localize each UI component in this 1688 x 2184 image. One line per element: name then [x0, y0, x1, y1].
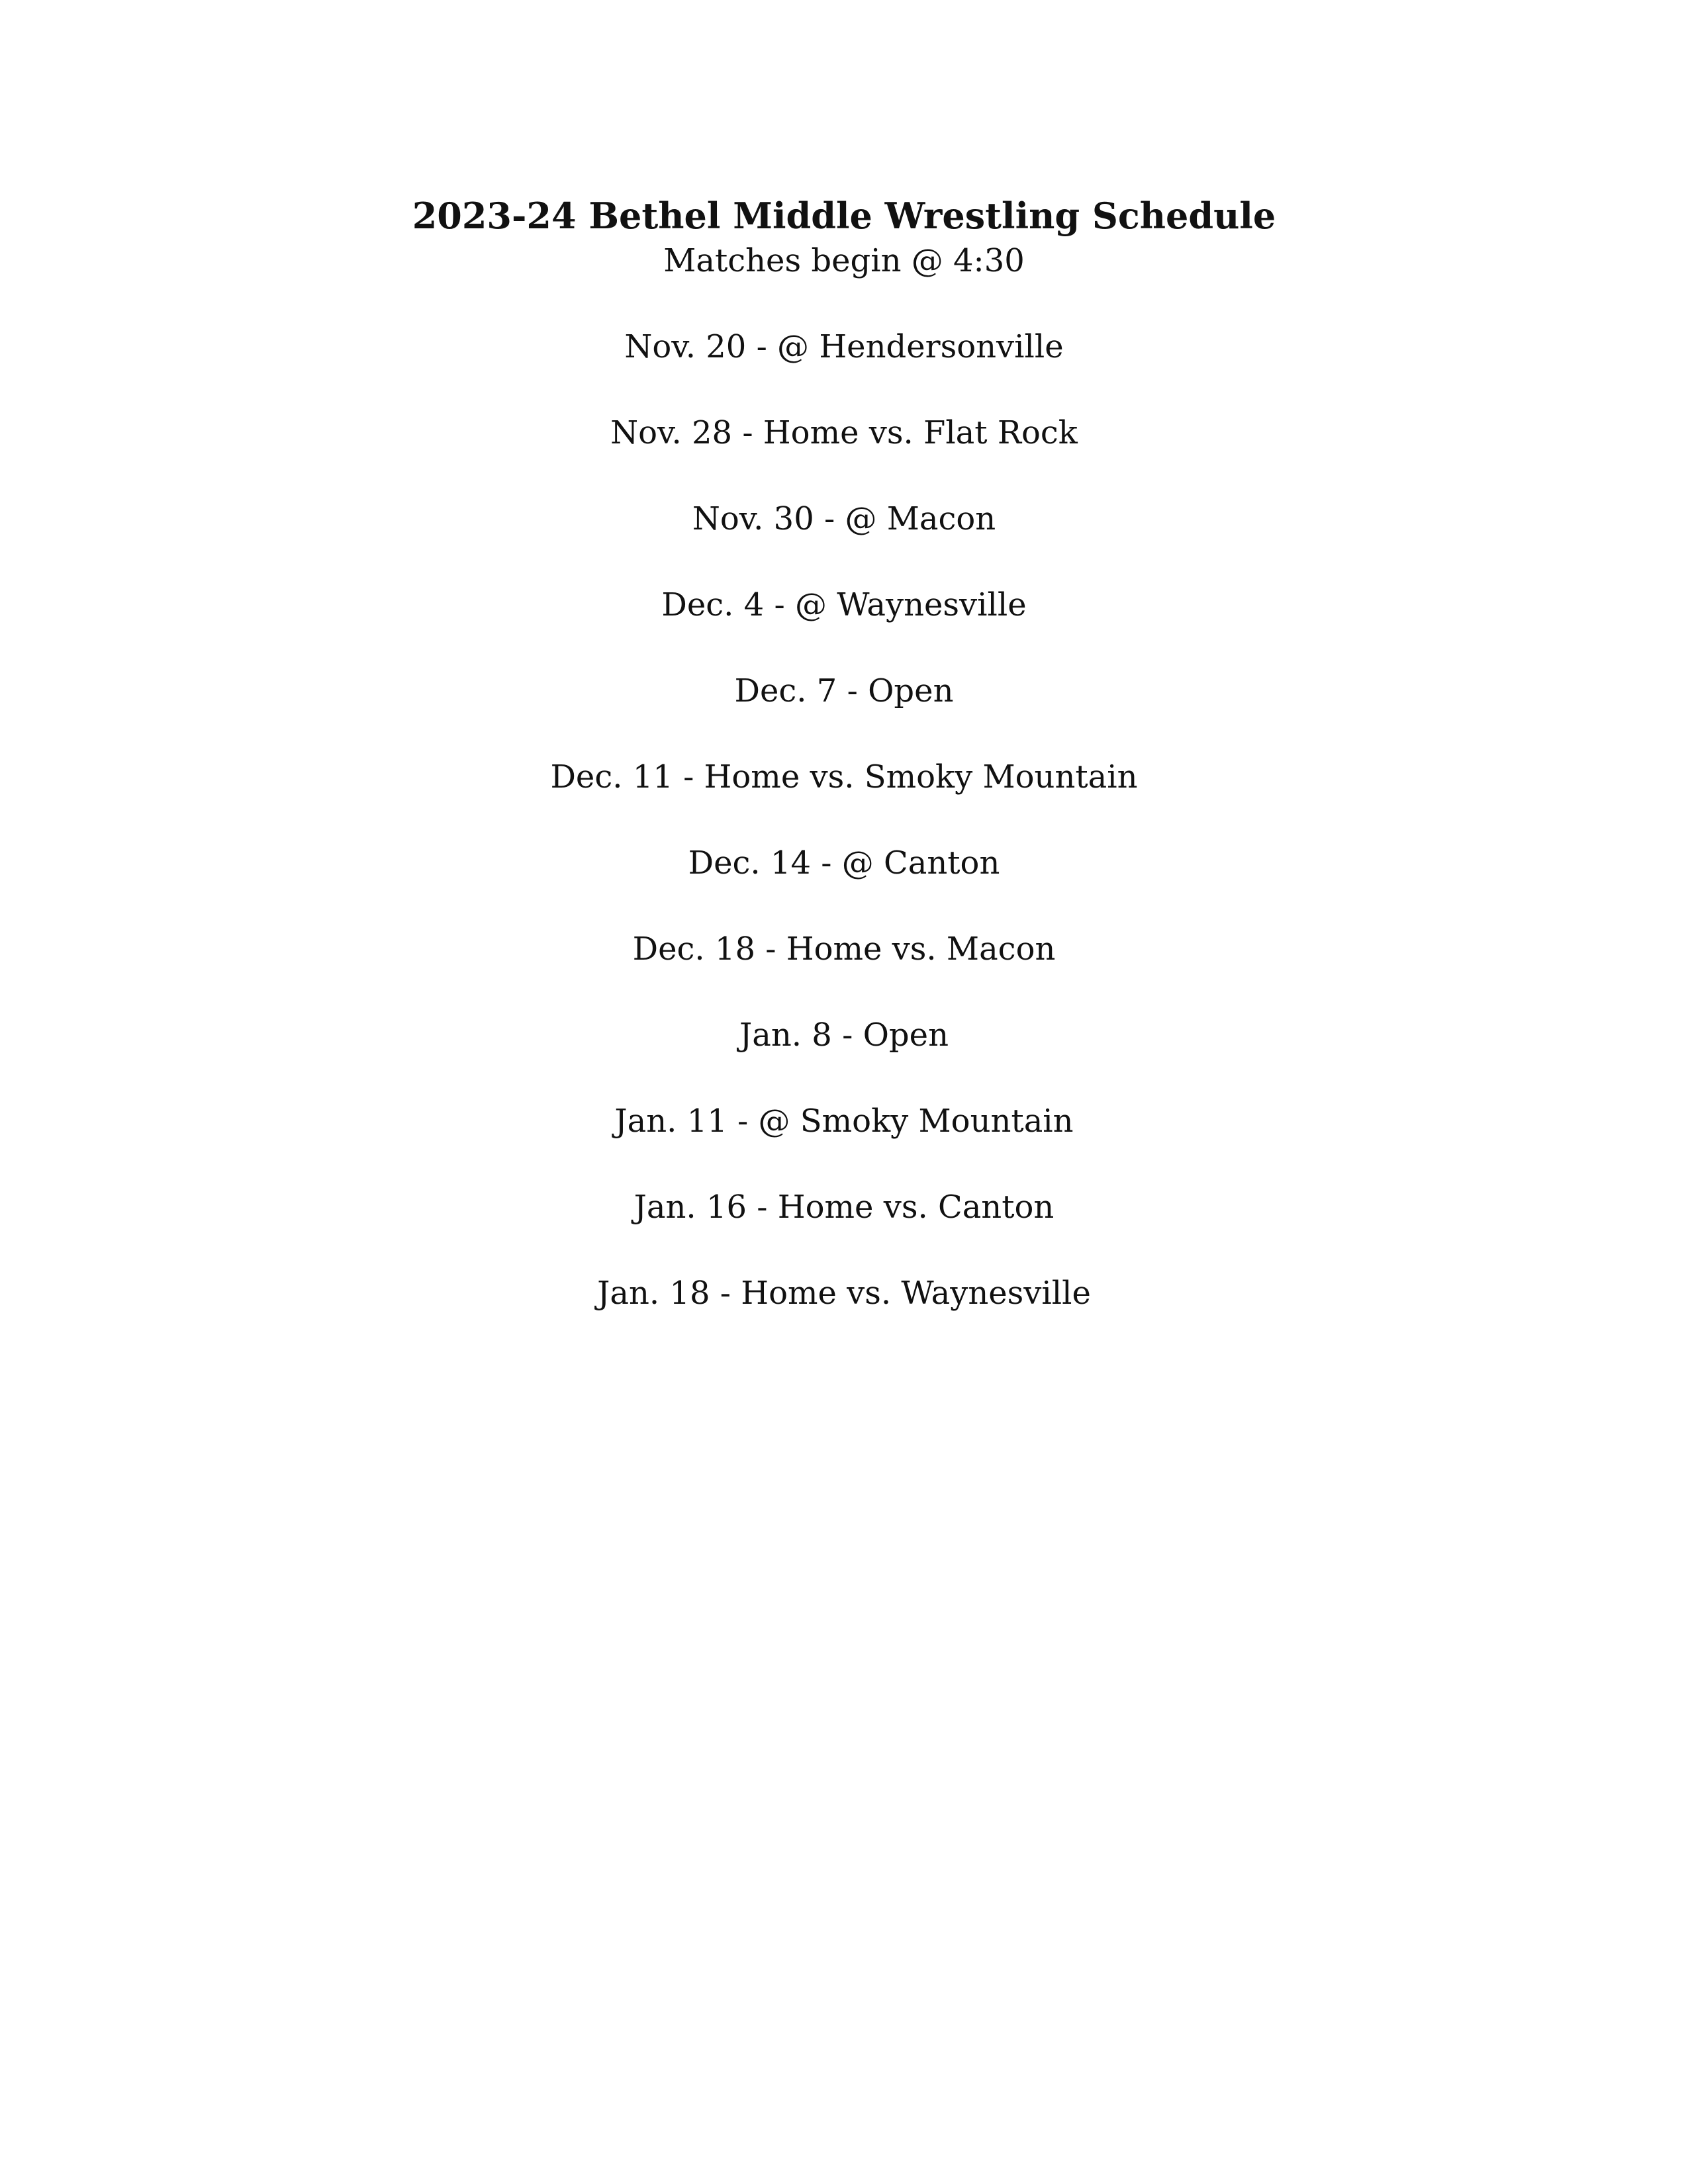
schedule-entry: Dec. 18 - Home vs. Macon	[632, 931, 1056, 968]
match-start-time: Matches begin @ 4:30	[663, 242, 1025, 279]
schedule-entry: Jan. 11 - @ Smoky Mountain	[614, 1103, 1074, 1140]
schedule-content	[0, 192, 1688, 1358]
schedule-entry: Nov. 20 - @ Hendersonville	[624, 328, 1064, 365]
document-title: 2023-24 Bethel Middle Wrestling Schedule	[412, 195, 1276, 237]
schedule-entry: Jan. 18 - Home vs. Waynesville	[597, 1275, 1091, 1312]
schedule-entry: Nov. 30 - @ Macon	[692, 500, 996, 537]
schedule-entry: Nov. 28 - Home vs. Flat Rock	[610, 414, 1078, 451]
schedule-entry: Dec. 4 - @ Waynesville	[661, 586, 1027, 623]
match-schedule-list	[0, 326, 1688, 1314]
schedule-entry: Dec. 11 - Home vs. Smoky Mountain	[550, 758, 1138, 796]
schedule-entry: Jan. 8 - Open	[739, 1017, 949, 1054]
schedule-entry: Jan. 16 - Home vs. Canton	[633, 1189, 1055, 1226]
schedule-entry: Dec. 14 - @ Canton	[688, 844, 1000, 882]
schedule-entry: Dec. 7 - Open	[734, 672, 954, 709]
